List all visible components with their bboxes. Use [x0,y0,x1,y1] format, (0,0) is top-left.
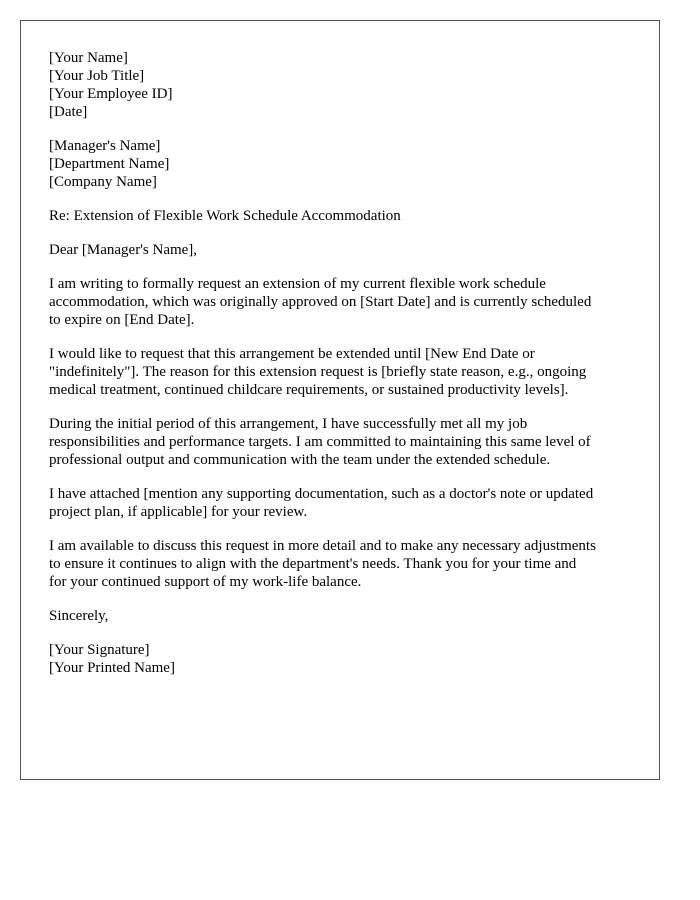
body-paragraph-1 [49,275,649,329]
recipient-manager-name: [Manager's Name] [49,138,161,154]
recipient-company: [Company Name] [49,174,157,190]
letter-page [20,20,660,780]
sender-block [49,49,649,121]
letter-body [49,49,649,693]
paragraph-line: professional output and communication with the team under the extended schedule. [49,452,551,468]
paragraph-line: accommodation, which was originally approved on [Start Date] and is currently scheduled [49,294,592,310]
signature-line: [Your Signature] [49,642,150,658]
paragraph-line: medical treatment, continued childcare requirements, or sustained productivity levels]. [49,382,569,398]
paragraph-line: I have attached [mention any supporting documentation, such as a doctor's note or updated [49,486,594,502]
recipient-department: [Department Name] [49,156,170,172]
paragraph-line: for your continued support of my work-life balance. [49,574,362,590]
paragraph-line: "indefinitely"]. The reason for this extension request is [briefly state reason, e.g., ongoing [49,364,587,380]
paragraph-line: During the initial period of this arrangement, I have successfully met all my job [49,416,528,432]
paragraph-line: I am writing to formally request an extension of my current flexible work schedule [49,276,546,292]
sender-job-title: [Your Job Title] [49,68,145,84]
subject-line: Re: Extension of Flexible Work Schedule Accommodation [49,208,401,224]
paragraph-line: to expire on [End Date]. [49,312,195,328]
printed-name: [Your Printed Name] [49,660,175,676]
salutation: Dear [Manager's Name], [49,242,198,258]
body-paragraph-3 [49,415,649,469]
recipient-block [49,137,649,191]
body-paragraph-4 [49,485,649,521]
paragraph-line: responsibilities and performance targets. I am committed to maintaining this same level of [49,434,591,450]
body-paragraph-5 [49,537,649,591]
paragraph-line: to ensure it continues to align with the department's needs. Thank you for your time and [49,556,577,572]
paragraph-line: I would like to request that this arrangement be extended until [New End Date or [49,346,535,362]
paragraph-line: project plan, if applicable] for your review. [49,504,308,520]
sender-employee-id: [Your Employee ID] [49,86,173,102]
body-paragraph-2 [49,345,649,399]
paragraph-line: I am available to discuss this request in more detail and to make any necessary adjustments [49,538,596,554]
signature-block [49,641,649,677]
sender-name: [Your Name] [49,50,128,66]
letter-date: [Date] [49,104,88,120]
closing: Sincerely, [49,608,109,624]
